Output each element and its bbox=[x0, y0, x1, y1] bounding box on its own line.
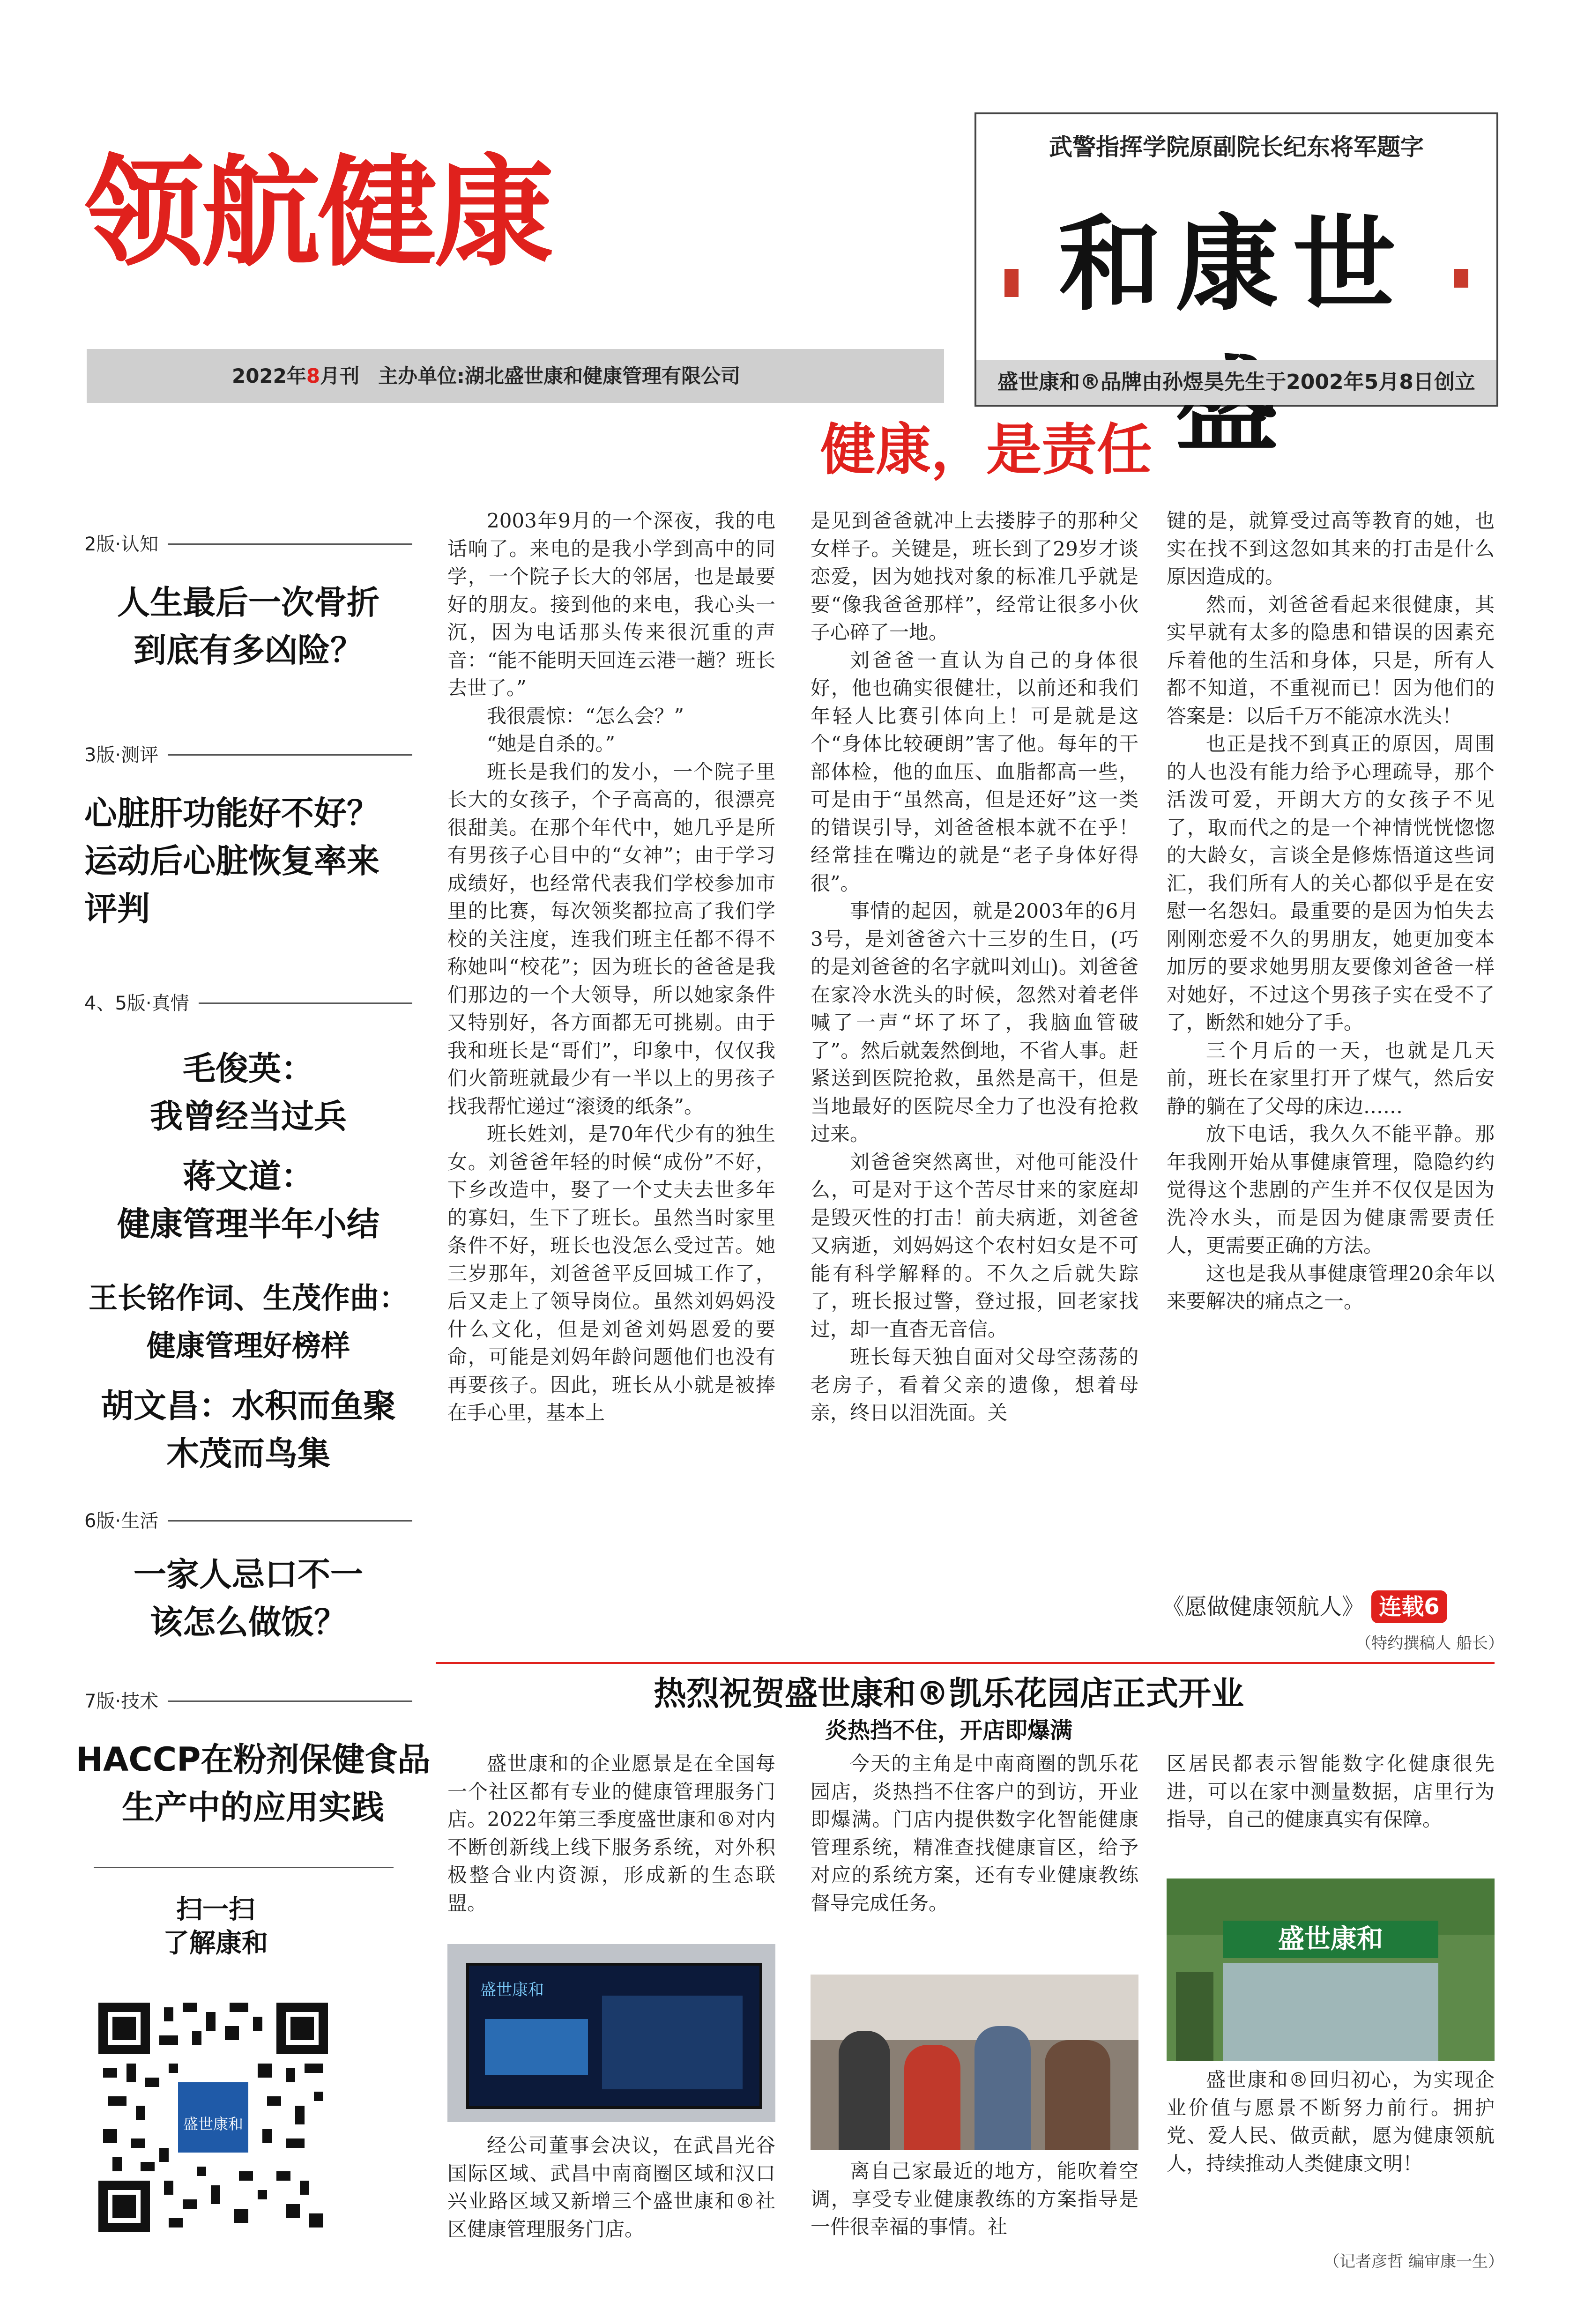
screen-text: 盛世康和 bbox=[480, 1981, 544, 1999]
serial-name: 《愿做健康领航人》 bbox=[1162, 1594, 1365, 1620]
qr-caption: 扫一扫 了解康和 bbox=[163, 1894, 268, 1959]
news-subtitle: 炎热挡不住，开店即爆满 bbox=[825, 1717, 1072, 1744]
qr-code[interactable] bbox=[98, 2003, 328, 2232]
article-column-1: 2003年9月的一个深夜，我的电话响了。来电的是我小学到高中的同学，一个院子长大的邻居，也是最要好的朋友。接到他的来电，我心头一沉，因为电话那头传来很沉重的声音：“能不能明天回连云港一趟？班长去世了。” 我很震惊：“怎么会？” “她是自杀的。” 班长是我们的发小，一个院子里长大的女孩子，个子高高的，很漂亮很甜美。在那个年代中，她几乎是所有男孩子心目中的“女神”；由于学习成绩好，也经常代表我们学校参加市里的比赛，每次领奖都拉高了我们学校的关注度，连我们班主任都不得不称她叫“校花”；因为班长的爸爸是我们那边的一个大领导，所以她家条件又特别好，各方面都无可挑剔。由于我和班长是“哥们”，印象中，仅仅我们火箭班就最少有一半以上的男孩子找我帮忙递过“滚烫的纸条”。 班长姓刘，是70年代少有的独生女。刘爸爸年轻的时候“成份”不好，下乡改造中，娶了一个丈夫去世多年的寡妇，生下了班长。虽然当时家里条件不好，班长也没怎么受过苦。她三岁那年，刘爸爸平反回城工作了，后又走上了领导岗位。虽然刘妈妈没什么文化，但是刘爸刘妈恩爱的要命，可能是刘妈年龄问题他们也没有再要孩子。因此，班长从小就是被捧在手心里，基本上 bbox=[447, 509, 775, 1424]
section-label: 3版·测评 bbox=[84, 740, 412, 768]
calligraphy-text: 和康世 bbox=[1058, 203, 1410, 325]
issue-month: 8 bbox=[306, 364, 320, 387]
seal-icon bbox=[1454, 269, 1468, 288]
calligraphy-box bbox=[974, 112, 1498, 407]
storefront-photo bbox=[1167, 1879, 1495, 2061]
teaser-title[interactable]: 蒋文道： 健康管理半年小结 bbox=[117, 1157, 379, 1243]
news-credit: （记者彦哲 编审康一生） bbox=[1324, 2252, 1504, 2271]
crowd-photo bbox=[811, 1975, 1138, 2150]
news-column-2-top: 今天的主角是中南商圈的凯乐花园店，炎热挡不住客户的到访，开业即爆满。门店内提供数字化智能健康管理系统，精准查找健康盲区，给予对应的系统方案，还有专业健康教练督导完成任务。 bbox=[811, 1752, 1138, 1915]
dateline bbox=[87, 349, 944, 403]
news-column-1-top: 盛世康和的企业愿景是在全国每一个社区都有专业的健康管理服务门店。2022年第三季度盛世康和®对内不断创新线上线下服务系统，对外积极整合业内资源，形成新的生态联盟。 bbox=[447, 1752, 775, 1915]
teaser-title[interactable]: 人生最后一次骨折 到底有多凶险？ bbox=[117, 583, 379, 669]
teaser-title[interactable]: 胡文昌：水积而鱼聚 木茂而鸟集 bbox=[101, 1386, 396, 1473]
screen-photo bbox=[447, 1944, 775, 2122]
news-column-3-top: 区居民都表示智能数字化健康很先进，可以在家中测量数据，店里行为指导，自己的健康真实有保障。 bbox=[1167, 1752, 1495, 1831]
section-label: 6版·生活 bbox=[84, 1506, 412, 1534]
serial-badge: 连载6 bbox=[1371, 1590, 1447, 1623]
issue-suffix: 月刊 bbox=[320, 364, 360, 387]
serial-title bbox=[1162, 1588, 1490, 1626]
seal-icon bbox=[1004, 269, 1019, 297]
calligraphy-caption: 武警指挥学院原副院长纪东将军题字 bbox=[1049, 134, 1424, 161]
article-column-3: 键的是，就算受过高等教育的她，也实在找不到这忽如其来的打击是什么原因造成的。 然而，刘爸爸看起来很健康，其实早就有太多的隐患和错误的因素充斥着他的生活和身体，只是，所有人都不知道，不重视而已！因为他们的答案是：以后千万不能凉水洗头！ 也正是找不到真正的原因，周围的人也没有能力给予心理疏导，那个活泼可爱，开朗大方的女孩子不见了，取而代之的是一个神情恍恍惚惚的大龄女，言谈全是修炼悟道这些词汇，我们所有人的关心都似乎是在安慰一名怨妇。最重要的是因为怕失去刚刚恋爱不久的男朋友，她更加变本加厉的要求她男朋友要像刘爸爸一样对她好，不过这个男孩子实在受不了了，断然和她分了手。 三个月后的一天，也就是几天前，班长在家里打开了煤气，然后安静的躺在了父母的床边…… 放下电话，我久久不能平静。那年我刚开始从事健康管理，隐隐约约觉得这个悲剧的产生并不仅仅是因为洗冷水头，而是因为健康需要责任人，更需要正确的方法。 这也是我从事健康管理20余年以来要解决的痛点之一。 bbox=[1167, 509, 1495, 1313]
section-label: 2版·认知 bbox=[84, 529, 412, 557]
teaser-title[interactable]: 心脏肝功能好不好？ 运动后心脏恢复率来 评判 bbox=[84, 794, 379, 928]
teaser-title[interactable]: 一家人忌口不一 该怎么做饭？ bbox=[134, 1555, 363, 1641]
section-divider bbox=[436, 1662, 1495, 1664]
qr-logo-text: 盛世康和 bbox=[183, 2115, 244, 2133]
news-column-2-bottom: 离自己家最近的地方，能吹着空调，享受专业健康教练的方案指导是一件很幸福的事情。社 bbox=[811, 2160, 1138, 2238]
issue-year: 2022年 bbox=[232, 364, 306, 387]
news-column-3-bottom: 盛世康和®回归初心，为实现企业价值与愿景不断努力前行。拥护党、爱人民、做贡献，愿为健康领航人，持续推动人类健康文明！ bbox=[1167, 2068, 1495, 2175]
teaser-title[interactable]: 王长铭作词、生茂作曲： 健康管理好榜样 bbox=[88, 1281, 408, 1363]
teaser-title[interactable]: HACCP在粉剂保健食品 生产中的应用实践 bbox=[75, 1740, 431, 1827]
section-label: 7版·技术 bbox=[84, 1686, 412, 1715]
news-title: 热烈祝贺盛世康和®凯乐花园店正式开业 bbox=[654, 1674, 1244, 1713]
store-sign: 盛世康和 bbox=[1223, 1921, 1438, 1958]
divider bbox=[94, 1867, 394, 1868]
news-column-1-bottom: 经公司董事会决议，在武昌光谷国际区域、武昌中南商圈区域和汉口兴业路区域又新增三个盛世康和®社区健康管理服务门店。 bbox=[447, 2134, 775, 2241]
sponsor: 主办单位:湖北盛世康和健康管理有限公司 bbox=[378, 364, 740, 387]
section-label: 4、5版·真情 bbox=[84, 988, 412, 1017]
brand-note: 盛世康和®品牌由孙煜昊先生于2002年5月8日创立 bbox=[976, 360, 1496, 405]
masthead-title: 领航健康 bbox=[84, 143, 551, 283]
teaser-title[interactable]: 毛俊英： 我曾经当过兵 bbox=[150, 1049, 347, 1136]
main-headline: 健康，是责任 bbox=[820, 417, 1152, 482]
article-column-2: 是见到爸爸就冲上去搂脖子的那种父女样子。关键是，班长到了29岁才谈恋爱，因为她找对象的标准几乎就是要“像我爸爸那样”，经常让很多小伙子心碎了一地。 刘爸爸一直认为自己的身体很好，他也确实很健壮，以前还和我们年轻人比赛引体向上！可是就是这个“身体比较硬朗”害了他。每年的干部体检，他的血压、血脂都高一些，可是由于“虽然高，但是还好”这一类的错误引导，刘爸爸根本就不在乎！经常挂在嘴边的就是“老子身体好得很”。 事情的起因，就是2003年的6月3号，是刘爸爸六十三岁的生日，(巧的是刘爸爸的名字就叫刘山)。刘爸爸在家冷水洗头的时候，忽然对着老伴喊了一声“坏了坏了，我脑血管破了”。然后就轰然倒地，不省人事。赶紧送到医院抢救，虽然是高干，但是当地最好的医院尽全力了也没有抢救过来。 刘爸爸突然离世，对他可能没什么，可是对于这个苦尽甘来的家庭却是毁灭性的打击！前夫病逝，刘爸爸又病逝，刘妈妈这个农村妇女是不可能有科学解释的。不久之后就失踪了，班长报过警，登过报，回老家找过，却一直杳无音信。 班长每天独自面对父母空荡荡的老房子，看着父亲的遗像，想着母亲，终日以泪洗面。关 bbox=[811, 509, 1138, 1424]
article-byline: （特约撰稿人 船长） bbox=[1355, 1634, 1504, 1653]
